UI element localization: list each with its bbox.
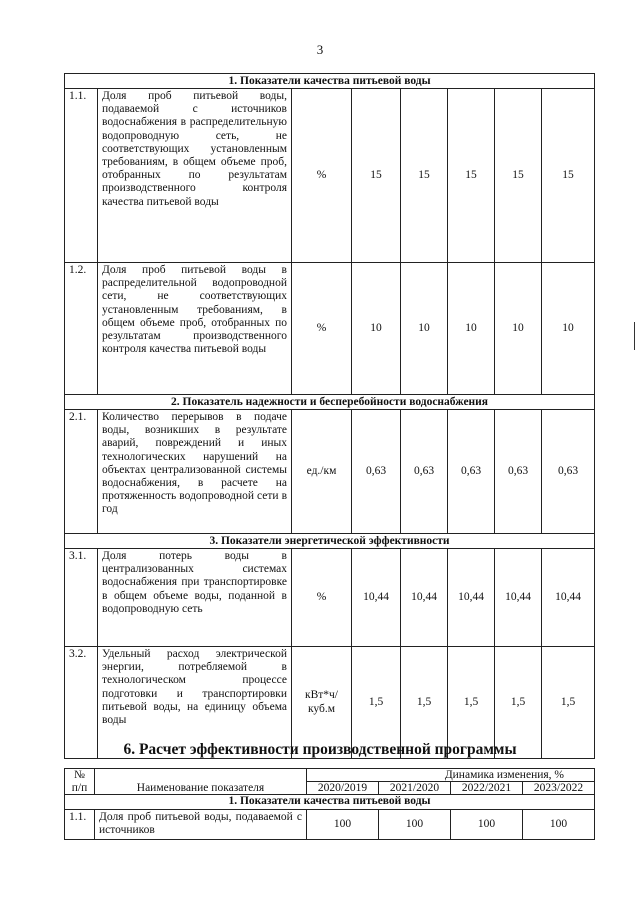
value-cell: 100 <box>451 810 523 840</box>
value-cell: 10,44 <box>401 549 448 647</box>
indicator-name: Доля потерь воды в централизованных системах водоснабжения при транспортировке в общем объеме воды, поданной в водопроводную сеть <box>98 549 292 647</box>
unit-cell: % <box>292 89 352 263</box>
row-number: 1.1. <box>65 810 95 840</box>
value-cell: 0,63 <box>542 410 595 534</box>
row-number: 3.2. <box>65 647 98 759</box>
value-cell: 1,5 <box>495 647 542 759</box>
section-title: 1. Показатели качества питьевой воды <box>65 74 595 89</box>
dynamics-header: Динамика изменения, % <box>307 769 595 782</box>
indicator-name: Удельный расход электрической энергии, потребляемой в технологическом процессе подготовки и транспортировки питьевой воды, на единицу объема воды <box>98 647 292 759</box>
efficiency-table <box>64 768 595 840</box>
year-header: 2021/2020 <box>379 782 451 795</box>
value-cell: 10,44 <box>352 549 401 647</box>
scan-edge-mark <box>634 322 635 350</box>
row-number: 1.2. <box>65 263 98 395</box>
value-cell: 15 <box>401 89 448 263</box>
value-cell: 1,5 <box>401 647 448 759</box>
num-header-top: № <box>65 769 95 782</box>
value-cell: 0,63 <box>495 410 542 534</box>
row-number: 2.1. <box>65 410 98 534</box>
name-header: Наименование показателя <box>95 769 307 795</box>
indicator-name: Доля проб питьевой воды, подаваемой с источников <box>95 810 307 840</box>
value-cell: 10 <box>401 263 448 395</box>
indicator-name: Количество перерывов в подаче воды, возникших в результате аварий, повреждений и иных технологических нарушений на объектах централизованной системы водоснабжения, в расчете на протяженность водопроводной сети в год <box>98 410 292 534</box>
section-title: 1. Показатели качества питьевой воды <box>65 795 595 810</box>
page-number: 3 <box>316 42 324 57</box>
year-header: 2022/2021 <box>451 782 523 795</box>
year-header: 2023/2022 <box>523 782 595 795</box>
value-cell: 100 <box>379 810 451 840</box>
value-cell: 10,44 <box>448 549 495 647</box>
unit-cell: ед./км <box>292 410 352 534</box>
value-cell: 15 <box>352 89 401 263</box>
value-cell: 0,63 <box>448 410 495 534</box>
value-cell: 10 <box>448 263 495 395</box>
value-cell: 0,63 <box>401 410 448 534</box>
value-cell: 100 <box>307 810 379 840</box>
value-cell: 15 <box>448 89 495 263</box>
indicators-table <box>64 73 595 759</box>
value-cell: 10 <box>352 263 401 395</box>
num-header-bottom: п/п <box>65 782 95 795</box>
indicator-name: Доля проб питьевой воды, подаваемой с источников водоснабжения в распределительную водопроводную сеть, не соответствующих установленным требованиям, в общем объеме проб, отобранных по результатам производственного контроля качества питьевой воды <box>98 89 292 263</box>
value-cell: 1,5 <box>542 647 595 759</box>
section-6-heading: 6. Расчет эффективности производственной программы <box>123 741 517 758</box>
unit-cell: кВт*ч/ куб.м <box>292 647 352 759</box>
unit-cell: % <box>292 263 352 395</box>
value-cell: 10 <box>495 263 542 395</box>
section-title: 3. Показатели энергетической эффективности <box>65 534 595 549</box>
value-cell: 10,44 <box>495 549 542 647</box>
value-cell: 15 <box>542 89 595 263</box>
value-cell: 15 <box>495 89 542 263</box>
section-title: 2. Показатель надежности и бесперебойности водоснабжения <box>65 395 595 410</box>
row-number: 1.1. <box>65 89 98 263</box>
value-cell: 1,5 <box>352 647 401 759</box>
indicator-name: Доля проб питьевой воды в распределительной водопроводной сети, не соответствующих установленным требованиям, в общем объеме проб, отобранных по результатам производственного контроля качества питьевой воды <box>98 263 292 395</box>
row-number: 3.1. <box>65 549 98 647</box>
value-cell: 10,44 <box>542 549 595 647</box>
value-cell: 10 <box>542 263 595 395</box>
year-header: 2020/2019 <box>307 782 379 795</box>
unit-cell: % <box>292 549 352 647</box>
value-cell: 0,63 <box>352 410 401 534</box>
value-cell: 100 <box>523 810 595 840</box>
value-cell: 1,5 <box>448 647 495 759</box>
